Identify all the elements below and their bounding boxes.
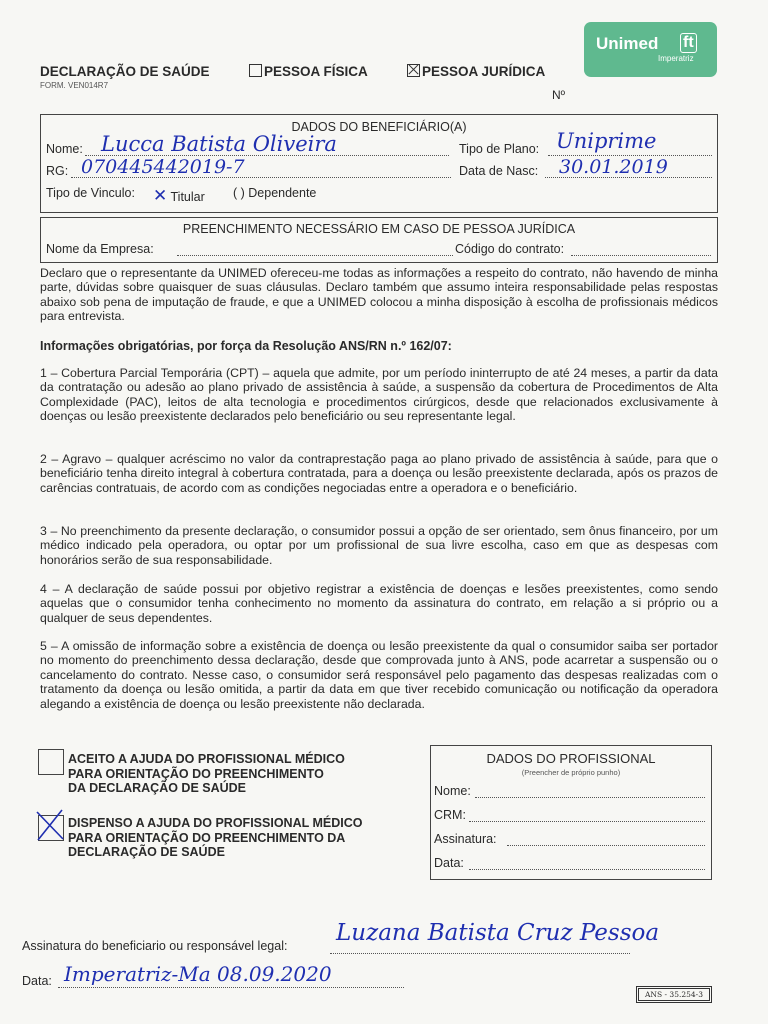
titular-mark: ✕ [153,186,168,206]
accept-line-2: PARA ORIENTAÇÃO DO PREENCHIMENTO [68,766,324,781]
accept-help-label [68,752,345,796]
professional-title: DADOS DO PROFISSIONAL [486,751,656,766]
contract-label: Código do contrato: [455,242,565,256]
unimed-logo [584,22,717,77]
plan-label: Tipo de Plano: [459,142,540,156]
page-title: DECLARAÇÃO DE SAÚDE [40,64,210,79]
beneficiary-section [40,114,718,213]
info-title: Informações obrigatórias, por força da Resolução ANS/RN n.º 162/07: [40,339,452,353]
company-section [40,217,718,263]
prof-date-input[interactable] [469,869,705,870]
info-item-3: 3 – No preenchimento da presente declaração, o consumidor possui a opção de ser orientado, sem ônus financeiro, por um médico indicado pela operadora, ou optar por um profissional de sua livre escolha, caso em que as despesas com honorários serão de sua responsabilidade. [40,524,718,567]
ans-code: ANS - 35.254-3 [638,988,710,1001]
name-value[interactable]: Lucca Batista Oliveira [101,132,337,156]
decline-help-checkbox[interactable] [38,815,64,841]
contract-input[interactable] [571,255,711,256]
date-value[interactable]: Imperatriz-Ma 08.09.2020 [64,962,332,986]
info-item-1: 1 – Cobertura Parcial Temporária (CPT) – aquela que admite, por um período ininterrupto de até 24 meses, a partir da data da contratação ou adesão ao plano privado de assistência à saúde, a suspensão da cobertura de Procedimentos de Alta Complexidade (PAC), leitos de alta tecnologia e procedimentos cirúrgicos, desde que relacionados exclusivamente à doenças ou lesão preexistente declarados pelo beneficiário ou seu representante legal. [40,366,718,424]
decline-help-label [68,816,362,860]
accept-help-checkbox[interactable] [38,749,64,775]
declaration-text: Declaro que o representante da UNIMED ofereceu-me todas as informações a respeito do contrato, não havendo de minha parte, dúvidas sobre quaisquer de suas cláusulas. Declaro também que assumo inteira responsabilidade pelas respostas abaixo sob pena de imputação de fraude, e que a UNIMED colocou a minha disposição à escolha de profissionais médicos para entrevista. [40,266,718,324]
date-label: Data: [22,974,52,988]
name-label: Nome: [46,142,83,156]
prof-name-label: Nome: [434,784,471,798]
prof-date-label: Data: [434,856,464,870]
professional-subtitle: (Preencher de próprio punho) [521,768,621,777]
pj-checkbox[interactable] [407,64,420,77]
pf-checkbox[interactable] [249,64,262,77]
signature-label: Assinatura do beneficiario ou responsável legal: [22,939,288,953]
birth-value[interactable]: 30.01.2019 [559,156,668,178]
signature-value[interactable]: Luzana Batista Cruz Pessoa [336,920,660,946]
date-line [58,987,404,988]
company-input[interactable] [177,255,453,256]
professional-section [430,745,712,880]
company-title: PREENCHIMENTO NECESSÁRIO EM CASO DE PESSOA JURÍDICA [182,222,576,236]
link-dependente-option[interactable]: ( ) Dependente [233,186,317,200]
option-pessoa-juridica[interactable] [407,64,545,79]
prof-crm-input[interactable] [469,821,705,822]
plan-value[interactable]: Uniprime [556,129,657,153]
info-item-2: 2 – Agravo – qualquer acréscimo no valor da contraprestação paga ao plano privado de assistência à saúde, para que o beneficiário tenha direito integral à cobertura contratada, para a doença ou lesão preexistente declarada, após os prazos de carências contratuais, de acordo com as condições negociadas entre a operadora e o beneficiário. [40,452,718,495]
prof-signature-input[interactable] [507,845,705,846]
link-titular-option[interactable] [153,186,205,206]
prof-name-input[interactable] [475,797,705,798]
decline-check-mark [34,808,66,842]
prof-signature-label: Assinatura: [434,832,497,846]
pf-label: PESSOA FÍSICA [264,64,368,79]
rg-label: RG: [46,164,69,178]
decline-line-1: DISPENSO A AJUDA DO PROFISSIONAL MÉDICO [68,816,363,830]
info-item-4: 4 – A declaração de saúde possui por objetivo registrar a existência de doenças e lesões preexistentes, como sendo aquelas que o consumidor tenha conhecimento no momento da assinatura do contrato, em relação a si próprio ou a qualquer de seus dependentes. [40,582,718,625]
accept-line-1: ACEITO A AJUDA DO PROFISSIONAL MÉDICO [68,752,345,766]
logo-symbol: ft [680,33,697,53]
accept-line-3: DA DECLARAÇÃO DE SAÚDE [68,781,247,795]
signature-line [330,953,630,954]
logo-name: Unimed [596,34,659,53]
company-label: Nome da Empresa: [46,242,154,256]
form-code: FORM. VEN014R7 [40,81,109,90]
link-label: Tipo de Vinculo: [46,186,135,200]
decline-line-2: PARA ORIENTAÇÃO DO PREENCHIMENTO DA [68,830,346,845]
birth-label: Data de Nasc: [459,164,539,178]
beneficiary-title: DADOS DO BENEFICIÁRIO(A) [291,120,467,134]
option-pessoa-fisica[interactable] [249,64,368,79]
pj-label: PESSOA JURÍDICA [422,64,546,79]
number-label: Nº [552,88,566,102]
decline-line-3: DECLARAÇÃO DE SAÚDE [68,845,225,859]
info-item-5: 5 – A omissão de informação sobre a existência de doença ou lesão preexistente da qual o consumidor saiba ser portador no momento do preenchimento dessa declaração, desde que comprovada junto à ANS, pode acarretar a suspensão ou o cancelamento do contrato. Nesse caso, o consumidor será responsável pelo pagamento das despesas realizadas com o tratamento da doença ou lesão omitida, a partir da data em que tiver recebido comunicação ou notificação da operadora alegando a existência de doença ou lesão preexistente não declarada. [40,639,718,711]
rg-value[interactable]: 070445442019-7 [81,156,245,178]
titular-label: Titular [170,190,205,204]
prof-crm-label: CRM: [434,808,466,822]
logo-city: Imperatriz [658,54,694,63]
